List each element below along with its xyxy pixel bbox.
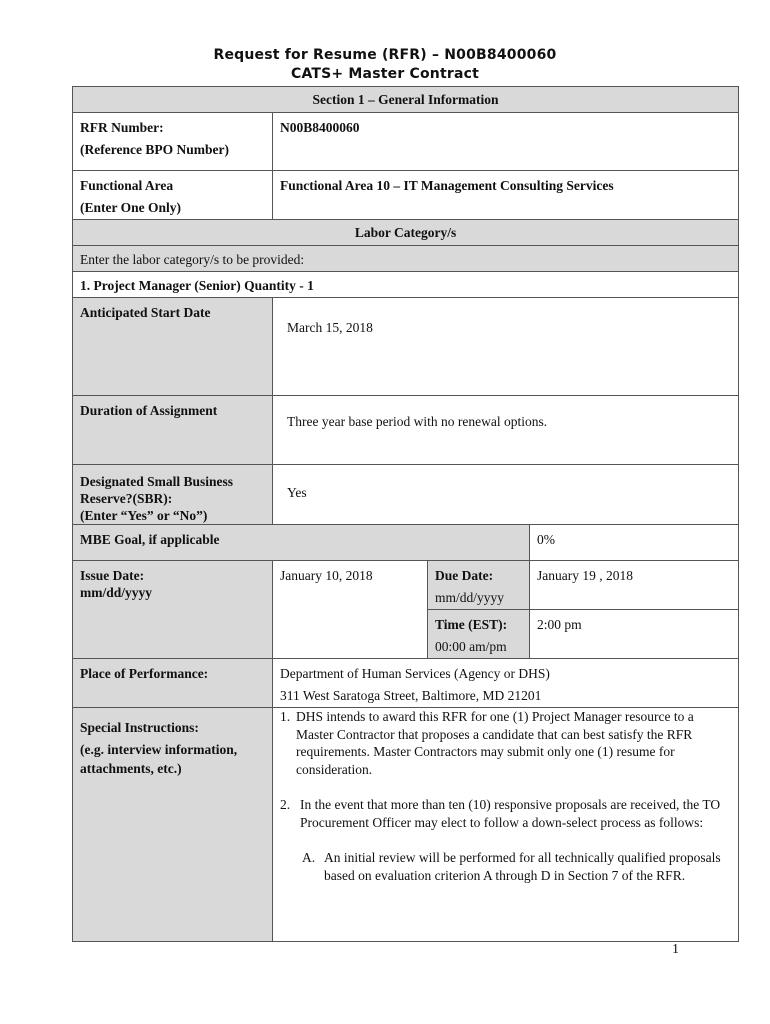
special-instructions-label-line1: Special Instructions: bbox=[80, 720, 199, 735]
issue-date-label-line1: Issue Date: bbox=[80, 568, 145, 583]
mbe-goal-label: MBE Goal, if applicable bbox=[73, 525, 530, 561]
start-date-label: Anticipated Start Date bbox=[73, 298, 273, 396]
instruction-item-2-text: In the event that more than ten (10) responsive proposals are received, the TO Procurement Officer may elect to follow a down-select process as follows: bbox=[300, 797, 721, 830]
document-title: Request for Resume (RFR) – N00B8400060 bbox=[213, 47, 557, 63]
functional-area-label-line1: Functional Area bbox=[80, 178, 174, 193]
issue-date-label-line2: mm/dd/yyyy bbox=[80, 585, 153, 600]
rfr-number-label-line2: (Reference BPO Number) bbox=[80, 142, 229, 157]
labor-category-heading: Labor Category/s bbox=[73, 220, 739, 246]
special-instructions-label bbox=[73, 708, 273, 942]
rfr-number-value: N00B8400060 bbox=[273, 113, 739, 171]
sbr-label-line1: Designated Small Business bbox=[80, 474, 234, 489]
instruction-subitem-a-text: An initial review will be performed for all technically qualified proposals based on evaluation criterion A through D in Section 7 of the RFR. bbox=[324, 850, 721, 883]
functional-area-label bbox=[73, 171, 273, 220]
due-date-label-line2: mm/dd/yyyy bbox=[435, 590, 505, 605]
instruction-item-1-text: DHS intends to award this RFR for one (1) Project Manager resource to a Master Contractor that proposes a candidate that can best satisfy the RFR requirements. Master Contractors may submit only one (1) resume for consideration. bbox=[296, 709, 694, 777]
sbr-label-line3: (Enter “Yes” or “No”) bbox=[80, 508, 208, 523]
page-number: 1 bbox=[672, 942, 679, 957]
sbr-label-line2: Reserve?(SBR): bbox=[80, 491, 173, 506]
sbr-value: Yes bbox=[273, 465, 739, 525]
labor-category-instruction: Enter the labor category/s to be provided: bbox=[73, 246, 739, 272]
functional-area-value: Functional Area 10 – IT Management Consulting Services bbox=[273, 171, 739, 220]
rfr-number-label-line1: RFR Number: bbox=[80, 120, 164, 135]
issue-date-label bbox=[73, 561, 273, 659]
document-subtitle: CATS+ Master Contract bbox=[290, 66, 480, 82]
functional-area-label-line2: (Enter One Only) bbox=[80, 200, 181, 215]
special-instructions-label-line2: (e.g. interview information, attachments, etc.) bbox=[80, 742, 238, 776]
time-value: 2:00 pm bbox=[530, 610, 739, 659]
instruction-subitem-a bbox=[302, 849, 730, 884]
due-date-label bbox=[428, 561, 530, 610]
mbe-goal-value: 0% bbox=[530, 525, 739, 561]
time-label-line2: 00:00 am/pm bbox=[435, 639, 507, 654]
instruction-item-2 bbox=[280, 796, 730, 831]
section1-heading: Section 1 – General Information bbox=[73, 87, 739, 113]
instruction-item-1-number: 1. bbox=[280, 709, 291, 724]
duration-value: Three year base period with no renewal options. bbox=[273, 396, 739, 465]
place-value-line2: 311 West Saratoga Street, Baltimore, MD 21201 bbox=[280, 688, 542, 703]
place-of-performance-label: Place of Performance: bbox=[73, 659, 273, 708]
special-instructions-value bbox=[273, 708, 739, 942]
sbr-label bbox=[73, 465, 273, 525]
labor-category-item: 1. Project Manager (Senior) Quantity - 1 bbox=[73, 272, 739, 298]
rfr-number-label bbox=[73, 113, 273, 171]
instruction-item-2-number: 2. bbox=[280, 797, 291, 812]
due-date-value: January 19 , 2018 bbox=[530, 561, 739, 610]
place-value-line1: Department of Human Services (Agency or DHS) bbox=[280, 666, 550, 681]
time-label bbox=[428, 610, 530, 659]
start-date-value: March 15, 2018 bbox=[273, 298, 739, 396]
duration-label: Duration of Assignment bbox=[73, 396, 273, 465]
rfr-form-table bbox=[72, 86, 739, 942]
issue-date-value: January 10, 2018 bbox=[273, 561, 428, 659]
place-of-performance-value bbox=[273, 659, 739, 708]
time-label-line1: Time (EST): bbox=[435, 617, 508, 632]
instruction-item-1 bbox=[280, 708, 730, 778]
instruction-subitem-a-label: A. bbox=[302, 850, 316, 865]
due-date-label-line1: Due Date: bbox=[435, 568, 494, 583]
